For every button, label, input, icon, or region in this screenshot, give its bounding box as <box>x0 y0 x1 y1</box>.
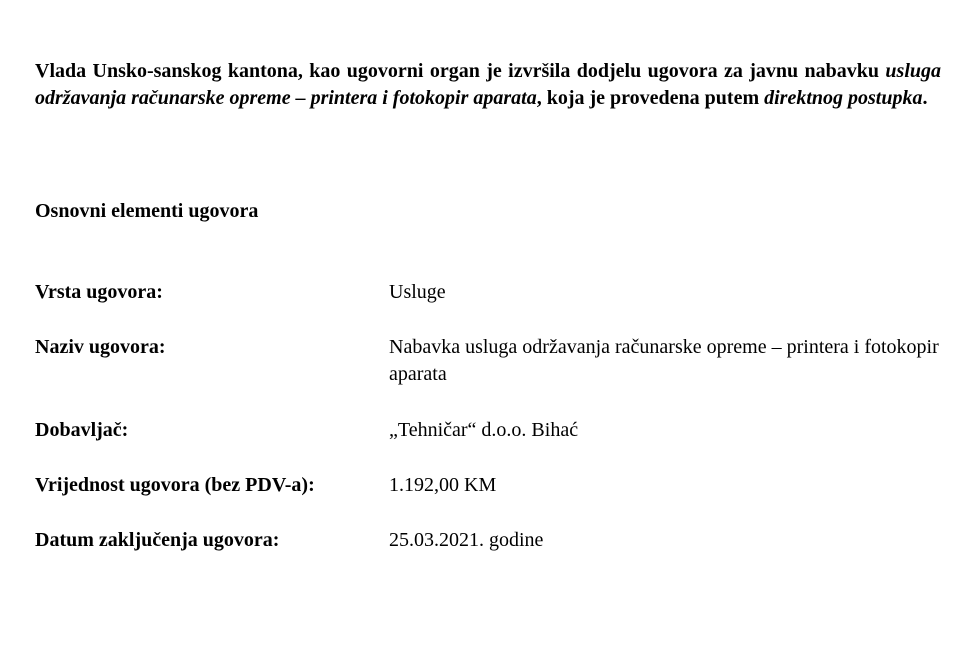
contract-name-value: Nabavka usluga održavanja računarske opreme – printera i fotokopir aparata <box>389 336 939 385</box>
intro-paragraph <box>35 58 941 112</box>
contract-date-value: 25.03.2021. godine <box>389 529 544 551</box>
intro-italic-service: usluga održavanja računarske opreme – printera i fotokopir aparata <box>35 60 941 109</box>
contract-date-label: Datum zaključenja ugovora: <box>35 529 280 551</box>
contract-type-value: Usluge <box>389 281 446 303</box>
contract-value-label: Vrijednost ugovora (bez PDV-a): <box>35 474 315 496</box>
contract-name-label: Naziv ugovora: <box>35 336 166 358</box>
contract-value-amount: 1.192,00 KM <box>389 474 497 496</box>
intro-text-part-3: . <box>922 87 928 109</box>
section-title: Osnovni elementi ugovora <box>35 200 259 222</box>
supplier-label: Dobavljač: <box>35 419 129 441</box>
intro-italic-procedure: direktnog postupka <box>764 87 923 109</box>
contract-type-label: Vrsta ugovora: <box>35 281 163 303</box>
intro-text-part-1: Vlada Unsko-sanskog kantona, kao ugovorni organ je izvršila dodjelu ugovora za javnu nabavku <box>35 60 886 82</box>
supplier-value: „Tehničar“ d.o.o. Bihać <box>389 419 579 441</box>
intro-text-part-2: , koja je provedena putem <box>536 87 765 109</box>
